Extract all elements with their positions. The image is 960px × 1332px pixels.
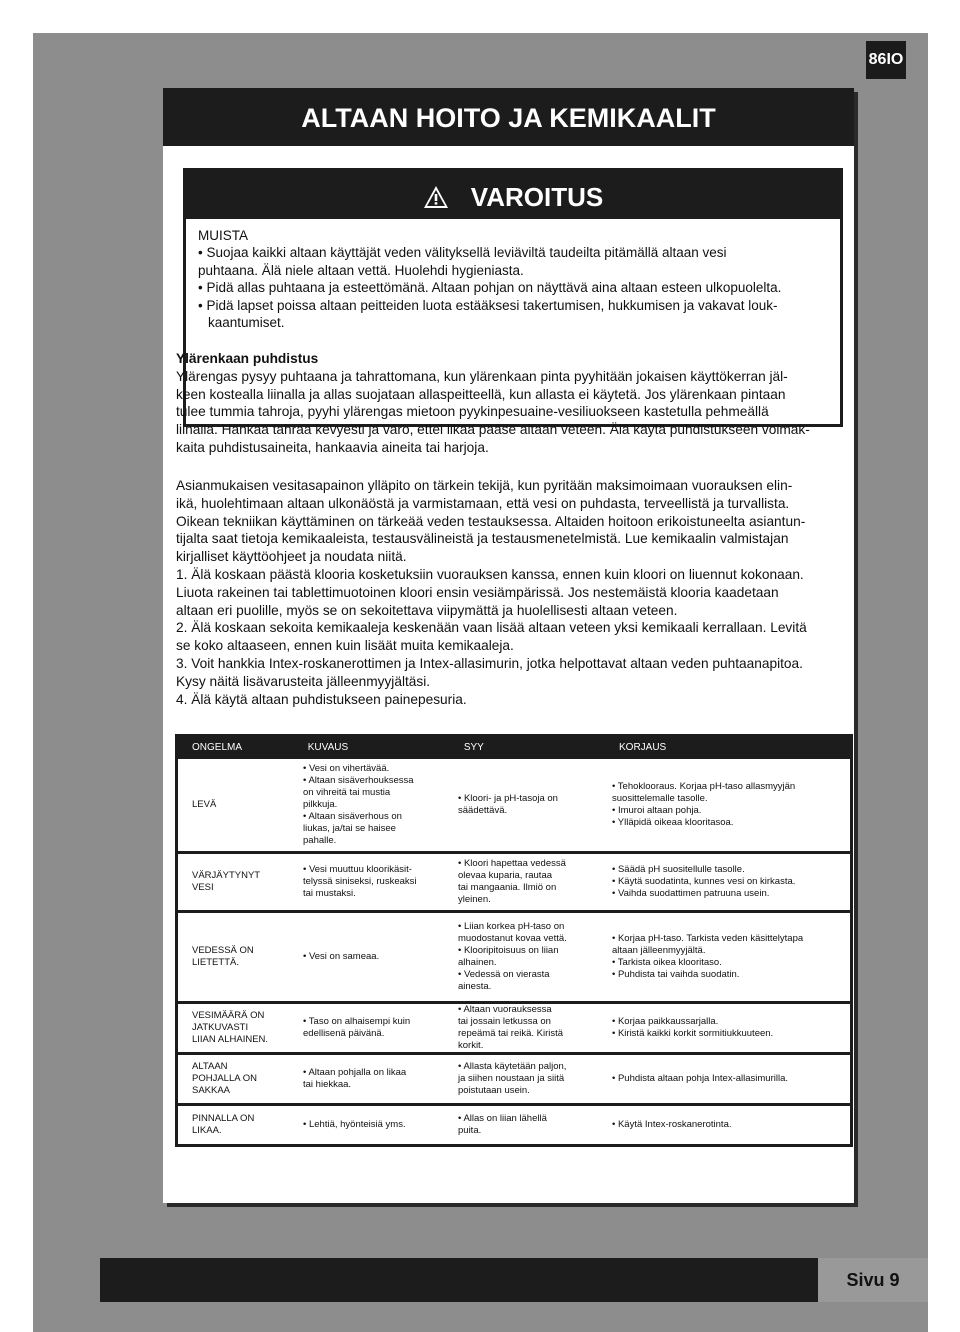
- cell-line: VÄRJÄYTYNYT: [192, 870, 261, 881]
- table-row: [178, 1001, 850, 1052]
- description-cell: [289, 1119, 444, 1131]
- cause-cell: [444, 1061, 598, 1097]
- cause-cell: [444, 921, 598, 993]
- paragraph-line: keen kostealla liinalla ja allas suojataan allaspeitteellä, kun allasta ei käytetä. Jos ylärenkaan pintaan: [176, 386, 786, 402]
- cell-line: telyssä siniseksi, ruskeaksi: [303, 876, 417, 887]
- cell-line: • Säädä pH suositellulle tasolle.: [612, 864, 745, 875]
- table-header: [178, 737, 850, 759]
- warning-line: • Pidä allas puhtaana ja esteettömänä. Altaan pohjan on näyttävä aina altaan esteen ulkopuolelta.: [198, 280, 782, 296]
- description-cell: [289, 1016, 444, 1040]
- page-title: ALTAAN HOITO JA KEMIKAALIT: [301, 103, 716, 133]
- warning-title: VAROITUS: [470, 182, 604, 212]
- cell-line: • Puhdista altaan pohja Intex-allasimurilla.: [612, 1073, 789, 1084]
- cell-line: JATKUVASTI: [192, 1022, 249, 1033]
- header-cause: SYY: [463, 742, 484, 753]
- rim-cleaning-section: [176, 350, 843, 457]
- cell-line: • Kloori hapettaa vedessä: [458, 858, 566, 869]
- fix-cell: [598, 781, 850, 829]
- cell-line: • Liian korkea pH-taso on: [458, 921, 565, 932]
- fix-cell: [598, 1016, 850, 1040]
- cell-line: puita.: [458, 1125, 482, 1136]
- cell-line: korkit.: [458, 1040, 484, 1051]
- cell-line: LIKAA.: [192, 1125, 222, 1136]
- cell-line: LIETETTÄ.: [192, 957, 239, 968]
- cell-line: • Vesi muuttuu kloorikäsit-: [303, 864, 412, 875]
- cell-line: muodostanut kovaa vettä.: [458, 933, 567, 944]
- cell-line: LEVÄ: [192, 799, 217, 810]
- cell-line: • Altaan pohjalla on likaa: [303, 1067, 407, 1078]
- cell-line: • Altaan vuorauksessa: [458, 1004, 552, 1015]
- cell-line: edellisenä päivänä.: [303, 1028, 385, 1039]
- paragraph-line: ikä, huolehtimaan altaan ulkonäöstä ja varmistamaan, että vesi on puhdasta, terveellistä ja turvallista.: [176, 495, 790, 511]
- warning-line: puhtaana. Älä niele altaan vettä. Huolehdi hygieniasta.: [198, 262, 524, 278]
- cell-line: • Imuroi altaan pohja.: [612, 805, 702, 816]
- paragraph-line: Asianmukaisen vesitasapainon ylläpito on tärkein tekijä, kun pyritään maksimoimaan vuorauksen elin-: [176, 478, 793, 493]
- model-badge: 86IO: [866, 41, 906, 79]
- cell-line: tai mangaania. Ilmiö on: [458, 882, 557, 893]
- warning-heading: MUISTA: [198, 228, 248, 243]
- cell-line: VESI: [192, 882, 214, 893]
- paragraph-line: 4. Älä käytä altaan puhdistukseen painepesuria.: [176, 691, 467, 707]
- cell-line: • Vesi on vihertävää.: [303, 763, 390, 774]
- cause-cell: [444, 1004, 598, 1052]
- cause-cell: [444, 793, 598, 817]
- paragraph-line: kaita puhdistusaineita, hankaavia aineita tai harjoja.: [176, 439, 489, 455]
- maintenance-section: [176, 477, 843, 708]
- cause-cell: [444, 858, 598, 906]
- table-body: [178, 759, 850, 1144]
- problem-cell: [178, 799, 289, 811]
- header-description: KUVAUS: [307, 742, 349, 753]
- cell-line: olevaa kuparia, rautaa: [458, 870, 553, 881]
- cell-line: altaan jälleenmyyjältä.: [612, 945, 706, 956]
- cell-line: tai hiekkaa.: [303, 1079, 352, 1090]
- cell-line: ALTAAN: [192, 1061, 228, 1072]
- cell-line: repeämä tai reikä. Kiristä: [458, 1028, 564, 1039]
- cell-line: • Altaan sisäverhouksessa: [303, 775, 414, 786]
- paragraph-line: Kysy näitä lisävarusteita jälleenmyyjältäsi.: [176, 673, 431, 689]
- cell-line: on vihreitä tai mustia: [303, 787, 391, 798]
- table-row: [178, 910, 850, 1001]
- header-fix: KORJAUS: [619, 742, 667, 753]
- table-row: [178, 851, 850, 910]
- paragraph-line: altaan eri puolille, myös se on sekoitettava viipymättä ja huolellisesti altaan veteen.: [176, 602, 678, 618]
- cell-line: • Allas on liian lähellä: [458, 1113, 547, 1124]
- problem-cell: [178, 1113, 289, 1137]
- cell-line: • Klooripitoisuus on liian: [458, 945, 559, 956]
- problem-cell: [178, 1061, 289, 1097]
- fix-cell: [598, 1119, 850, 1131]
- description-cell: [289, 763, 444, 847]
- cell-line: pahalle.: [303, 835, 337, 846]
- cell-line: VEDESSÄ ON: [192, 945, 254, 956]
- cell-line: PINNALLA ON: [192, 1113, 255, 1124]
- cell-line: • Allasta käytetään paljon,: [458, 1061, 567, 1072]
- problem-cell: [178, 1010, 289, 1046]
- paragraph-line: liinalla. Hankaa tahraa kevyesti ja varo, ettei likaa pääse altaan veteen. Älä käytä puhdistukseen voimak-: [176, 422, 810, 438]
- paragraph-line: kirjalliset käyttöohjeet ja noudata niitä.: [176, 549, 407, 565]
- cell-line: tai jossain letkussa on: [458, 1016, 551, 1027]
- cell-line: • Kiristä kaikki korkit sormitiukkuuteen.: [612, 1028, 774, 1039]
- warning-line: • Pidä lapset poissa altaan peitteiden luota estääksesi takertumisen, hukkumisen ja vakavat louk-: [198, 297, 778, 313]
- cell-line: poistutaan usein.: [458, 1085, 530, 1096]
- warning-line: kaantumiset.: [208, 315, 285, 331]
- description-cell: [289, 951, 444, 963]
- cell-line: • Tehoklooraus. Korjaa pH-taso allasmyyjän: [612, 781, 796, 792]
- page-number: Sivu 9: [818, 1258, 928, 1302]
- paragraph-line: Ylärengas pysyy puhtaana ja tahrattomana, kun ylärenkaan pinta pyyhitään jokaisen käyttökerran jäl-: [176, 368, 788, 384]
- cause-cell: [444, 1113, 598, 1137]
- cell-line: • Korjaa paikkaussarjalla.: [612, 1016, 719, 1027]
- cell-line: • Vesi on sameaa.: [303, 951, 380, 962]
- cell-line: • Käytä Intex-roskanerotinta.: [612, 1119, 732, 1130]
- cell-line: VESIMÄÄRÄ ON: [192, 1010, 265, 1021]
- cell-line: ainesta.: [458, 981, 492, 992]
- cell-line: alhainen.: [458, 957, 497, 968]
- cell-line: ja siihen noustaan ja siitä: [458, 1073, 565, 1084]
- warning-content: [198, 227, 826, 331]
- cell-line: • Puhdista tai vaihda suodatin.: [612, 969, 740, 980]
- cell-line: • Altaan sisäverhous on: [303, 811, 402, 822]
- cell-line: • Kloori- ja pH-tasoja on: [458, 793, 558, 804]
- warning-triangle-icon: [423, 185, 449, 209]
- cell-line: • Lehtiä, hyönteisiä yms.: [303, 1119, 406, 1130]
- warning-line: • Suojaa kaikki altaan käyttäjät veden välityksellä leviäviltä taudeilta pitämällä altaan vesi: [198, 245, 727, 261]
- cell-line: • Taso on alhaisempi kuin: [303, 1016, 411, 1027]
- table-row: [178, 1052, 850, 1103]
- cell-line: • Vedessä on vierasta: [458, 969, 550, 980]
- cell-line: • Tarkista oikea klooritaso.: [612, 957, 722, 968]
- content-panel: [163, 88, 854, 1203]
- paragraph-line: tulee tummia tahroja, pyyhi ylärengas mietoon pyykinpesuaine-vesiliuokseen kastetulla pehmeällä: [176, 404, 769, 420]
- paragraph-line: Liuota rakeinen tai tablettimuotoinen kloori ensin vesiämpärissä. Jos nestemäistä klooria kaadetaan: [176, 584, 779, 600]
- cell-line: • Käytä suodatinta, kunnes vesi on kirkasta.: [612, 876, 796, 887]
- paragraph-line: tijalta saat tietoja kemikaaleista, testausvälineistä ja testausmenetelmistä. Lue kemikaalin valmistajan: [176, 531, 789, 547]
- warning-header: [186, 171, 840, 219]
- fix-cell: [598, 933, 850, 981]
- description-cell: [289, 864, 444, 900]
- paragraph-line: Oikean tekniikan käyttäminen on tärkeää veden testauksessa. Altaiden hoitoon erikoistuneelta asiantun-: [176, 513, 806, 529]
- table-row: [178, 1103, 850, 1144]
- problem-cell: [178, 945, 289, 969]
- paragraph-line: 1. Älä koskaan päästä klooria kosketuksiin vuorauksen kanssa, ennen kuin kloori on liuennut kokonaan.: [176, 566, 804, 582]
- cell-line: liukas, ja/tai se haisee: [303, 823, 396, 834]
- cell-line: SAKKAA: [192, 1085, 231, 1096]
- cell-line: suosittelemalle tasolle.: [612, 793, 708, 804]
- table-row: [178, 759, 850, 851]
- cell-line: pilkkuja.: [303, 799, 338, 810]
- cell-line: • Korjaa pH-taso. Tarkista veden käsittelytapa: [612, 933, 804, 944]
- title-bar: [163, 88, 854, 146]
- cell-line: POHJALLA ON: [192, 1073, 257, 1084]
- description-cell: [289, 1067, 444, 1091]
- cell-line: • Ylläpidä oikeaa klooritasoa.: [612, 817, 734, 828]
- warning-title-row: [186, 182, 840, 213]
- cell-line: säädettävä.: [458, 805, 508, 816]
- header-problem: ONGELMA: [192, 742, 243, 753]
- cell-line: • Vaihda suodattimen patruuna usein.: [612, 888, 770, 899]
- rim-cleaning-heading: Ylärenkaan puhdistus: [176, 351, 319, 366]
- fix-cell: [598, 864, 850, 900]
- troubleshooting-table: [175, 734, 853, 1147]
- paragraph-line: se koko altaaseen, ennen kuin lisäät muita kemikaaleja.: [176, 638, 514, 654]
- footer-bar: [100, 1258, 928, 1302]
- cell-line: LIIAN ALHAINEN.: [192, 1034, 269, 1045]
- problem-cell: [178, 870, 289, 894]
- paragraph-line: 2. Älä koskaan sekoita kemikaaleja keskenään vaan lisää altaan veteen yksi kemikaali kerrallaan. Levitä: [176, 620, 807, 636]
- cell-line: tai mustaksi.: [303, 888, 356, 899]
- paragraph-line: 3. Voit hankkia Intex-roskanerottimen ja Intex-allasimurin, jotka helpottavat altaan veden puhtaanapitoa.: [176, 655, 803, 671]
- fix-cell: [598, 1073, 850, 1085]
- cell-line: yleinen.: [458, 894, 491, 905]
